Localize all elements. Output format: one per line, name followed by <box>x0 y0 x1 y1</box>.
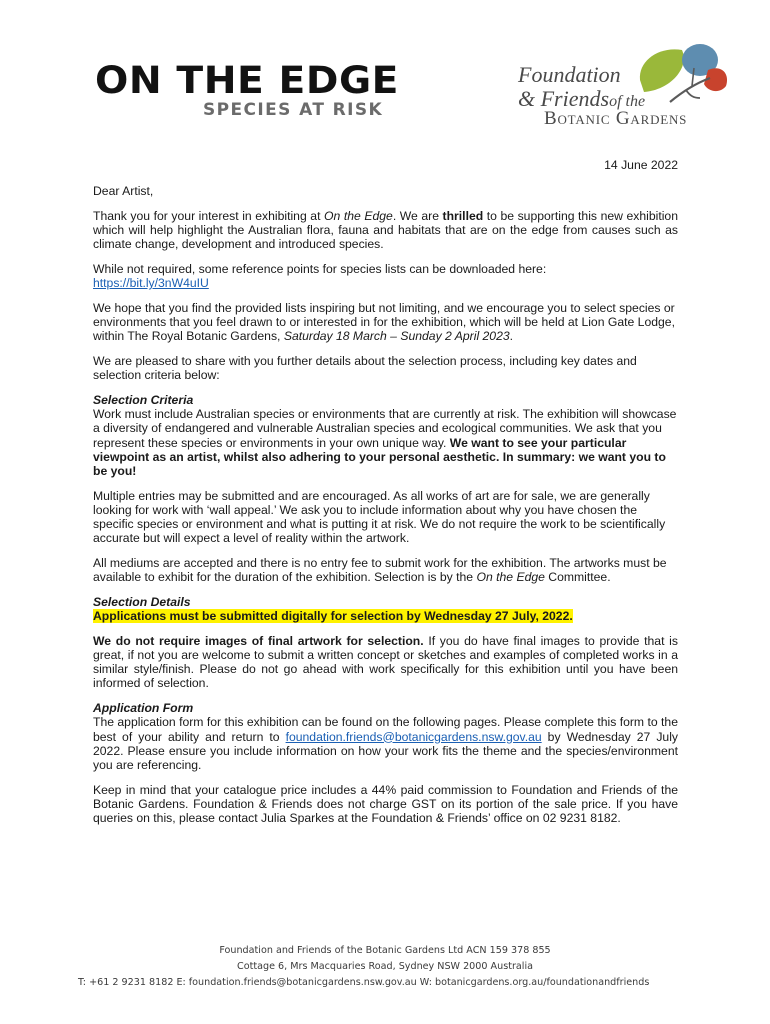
logo-title: ON THE EDGE <box>95 59 400 102</box>
paragraph-intro <box>93 209 678 252</box>
emphasis: We want to see your particular viewpoint as an artist, whilst also adhering to your personal aesthetic. In summary: we want you to be you! <box>93 435 666 478</box>
text-segment: We hope that you find the provided lists inspiring but not limiting, and we encourage you to select species or environments that you feel drawn to or interested in for the exhibition, which will be held at Lion Gate Lodge, within The Royal Botanic Gardens, <box>93 300 675 344</box>
footer-company: Foundation and Friends of the Botanic Gardens Ltd ACN 159 378 855 <box>219 945 551 956</box>
section-heading: Selection Details <box>93 594 191 609</box>
letter-date: 14 June 2022 <box>604 158 678 172</box>
paragraph-details-intro: We are pleased to share with you further details about the selection process, including key dates and selection criteria below: <box>93 354 637 383</box>
text-segment: If you do have final images to provide that is great, if not you are welcome to submit a written concept or sketches and examples of completed works in a similar style/finish. Please do not go ahead with work specifically for this exhibition until you have been informed of selection. <box>93 633 678 691</box>
paragraph-multiple-entries: Multiple entries may be submitted and are encouraged. As all works of art are for sale, we are generally looking for work with ‘wall appeal.’ We ask you to include information about why you have chosen the specific species or environment and what is putting it at risk. We do not require the work to be scientifically accurate but will expect a level of reality within the artwork. <box>93 488 666 546</box>
emphasis: thrilled <box>442 208 484 223</box>
selection-details-section <box>93 595 678 623</box>
text-segment: The application form for this exhibition can be found on the following pages. Please complete this form to the best of your ability and return to <box>93 715 678 744</box>
foundation-of: of the <box>609 93 646 110</box>
footer <box>78 943 680 991</box>
on-the-edge-logo <box>95 59 400 122</box>
letter-body <box>93 158 678 836</box>
paragraph-mediums <box>93 556 678 584</box>
footer-contact: T: +61 2 9231 8182 E: foundation.friends@botanicgardens.nsw.gov.au W: botanicgardens.org.au/foundationandfriends <box>78 977 650 988</box>
paragraph-venue <box>93 301 678 344</box>
application-form-section <box>93 701 678 772</box>
text-segment: . We are <box>392 208 443 223</box>
paragraph-catalogue: Keep in mind that your catalogue price includes a 44% paid commission to Foundation and Friends of the Botanic Gardens. Foundation & Friends does not charge GST on its portion of the sale price. If you have queries on this, please contact Julia Sparkes at the Foundation & Friends’ office on 02 9231 8182. <box>93 782 678 826</box>
exhibition-dates: Saturday 18 March – Sunday 2 April 2023 <box>283 329 510 344</box>
exhibition-name: On the Edge <box>476 570 545 585</box>
text-segment: by Wednesday 27 July 2022. Please ensure you include information on how your work fits the theme and the species/environment you are referencing. <box>93 729 678 772</box>
text-segment: Thank you for your interest in exhibiting at <box>93 208 325 223</box>
paragraph-species-lists <box>93 262 678 290</box>
species-list-link[interactable]: https://bit.ly/3nW4uIU <box>93 276 209 291</box>
text-segment: All mediums are accepted and there is no entry fee to submit work for the exhibition. The artworks must be available to exhibit for the duration of the exhibition. Selection is by the <box>93 555 667 585</box>
logo-subtitle: SPECIES AT RISK <box>203 100 384 120</box>
salutation: Dear Artist, <box>93 184 154 199</box>
deadline-highlight: Applications must be submitted digitally for selection by Wednesday 27 July, 2022. <box>93 609 573 624</box>
text-segment: While not required, some reference points for species lists can be downloaded here: <box>93 262 547 277</box>
text-segment: Work must include Australian species or environments that are currently at risk. The exhibition will showcase a diversity of endangered and vulnerable Australian species and ecological communities. We ask that you represent these species or environments in your own unique way. <box>93 407 677 450</box>
foundation-name-line1: Foundation <box>518 62 621 87</box>
paragraph-images <box>93 634 678 691</box>
section-heading: Application Form <box>93 701 194 716</box>
emphasis: We do not require images of final artwork for selection. <box>93 633 424 648</box>
text-segment: . <box>509 329 514 344</box>
exhibition-name: On the Edge <box>324 208 393 223</box>
section-heading: Selection Criteria <box>93 392 194 407</box>
text-segment: Committee. <box>544 570 611 585</box>
selection-criteria-section <box>93 393 678 478</box>
foundation-logo <box>512 40 732 132</box>
foundation-amp: & Friends <box>518 86 610 111</box>
footer-address: Cottage 6, Mrs Macquaries Road, Sydney NSW 2000 Australia <box>237 961 533 972</box>
email-link[interactable]: foundation.friends@botanicgardens.nsw.gov.au <box>285 729 542 744</box>
text-segment: to be supporting this new exhibition which will help highlight the Australian flora, fauna and habitats that are on the edge from causes such as climate change, development and introduced species. <box>93 208 678 252</box>
foundation-name-line3: Botanic Gardens <box>544 108 688 129</box>
